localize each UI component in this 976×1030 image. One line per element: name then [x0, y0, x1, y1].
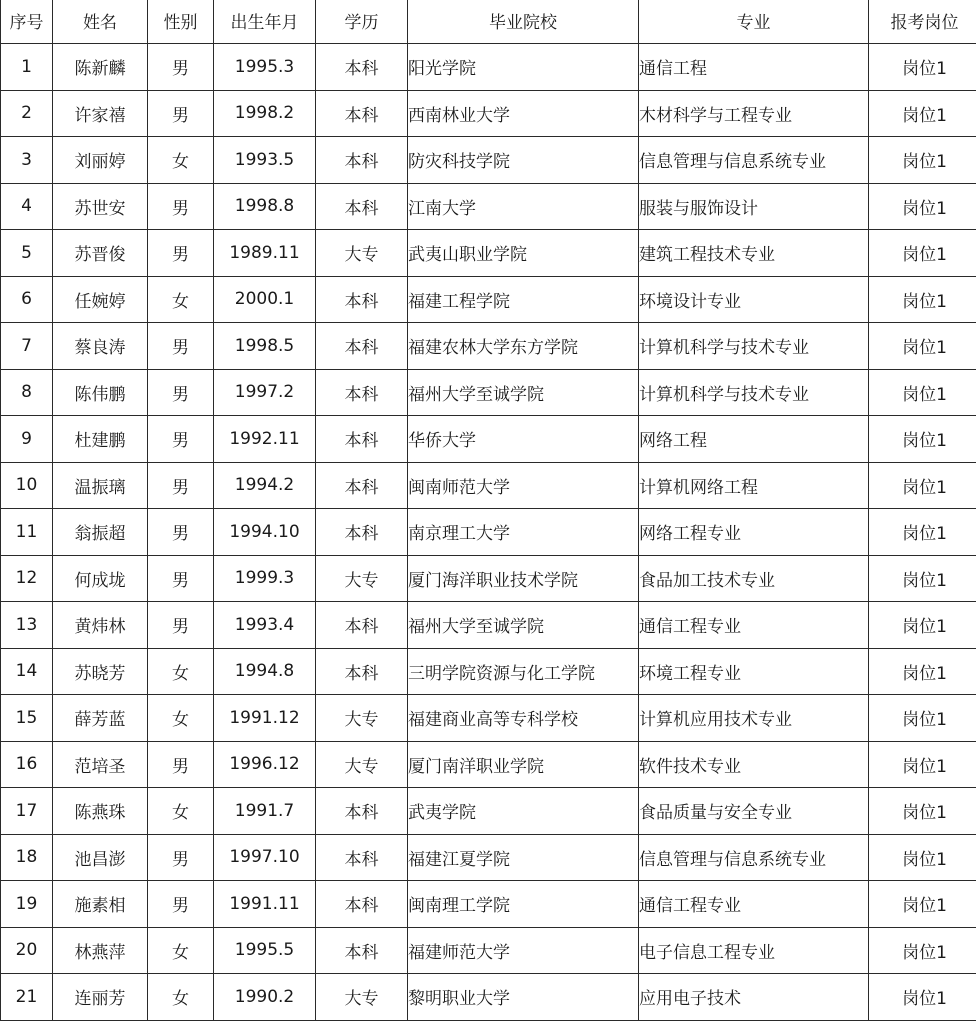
cell-major: 环境工程专业 — [639, 648, 869, 695]
cell-position: 岗位1 — [869, 555, 976, 602]
cell-school: 西南林业大学 — [408, 90, 639, 137]
cell-major: 建筑工程技术专业 — [639, 230, 869, 277]
cell-education: 本科 — [316, 648, 408, 695]
cell-education: 大专 — [316, 974, 408, 1021]
cell-position: 岗位1 — [869, 788, 976, 835]
cell-school: 福建农林大学东方学院 — [408, 323, 639, 370]
cell-gender: 女 — [148, 927, 214, 974]
table-row — [1, 695, 976, 742]
cell-education: 本科 — [316, 834, 408, 881]
cell-name: 许家禧 — [53, 90, 148, 137]
cell-education: 本科 — [316, 44, 408, 91]
cell-school: 华侨大学 — [408, 416, 639, 463]
cell-position: 岗位1 — [869, 137, 976, 184]
cell-school: 南京理工大学 — [408, 509, 639, 556]
table-row — [1, 509, 976, 556]
table-row — [1, 230, 976, 277]
cell-position: 岗位1 — [869, 416, 976, 463]
cell-school: 闽南师范大学 — [408, 462, 639, 509]
cell-position: 岗位1 — [869, 974, 976, 1021]
cell-education: 大专 — [316, 741, 408, 788]
cell-gender: 男 — [148, 602, 214, 649]
cell-school: 闽南理工学院 — [408, 881, 639, 928]
cell-position: 岗位1 — [869, 369, 976, 416]
cell-birth: 1997.10 — [214, 834, 316, 881]
cell-major: 食品加工技术专业 — [639, 555, 869, 602]
cell-education: 本科 — [316, 602, 408, 649]
cell-position: 岗位1 — [869, 183, 976, 230]
cell-education: 本科 — [316, 323, 408, 370]
table-row — [1, 741, 976, 788]
cell-name: 苏晓芳 — [53, 648, 148, 695]
cell-birth: 1999.3 — [214, 555, 316, 602]
cell-seq: 14 — [1, 648, 53, 695]
cell-name: 蔡良涛 — [53, 323, 148, 370]
cell-name: 黄炜林 — [53, 602, 148, 649]
cell-seq: 8 — [1, 369, 53, 416]
cell-gender: 男 — [148, 44, 214, 91]
cell-school: 福州大学至诚学院 — [408, 369, 639, 416]
cell-school: 阳光学院 — [408, 44, 639, 91]
cell-gender: 男 — [148, 369, 214, 416]
table-row — [1, 788, 976, 835]
cell-position: 岗位1 — [869, 741, 976, 788]
cell-major: 木材科学与工程专业 — [639, 90, 869, 137]
cell-gender: 女 — [148, 648, 214, 695]
cell-birth: 1998.2 — [214, 90, 316, 137]
cell-school: 武夷学院 — [408, 788, 639, 835]
cell-birth: 1992.11 — [214, 416, 316, 463]
table-body — [1, 44, 976, 1021]
cell-gender: 女 — [148, 137, 214, 184]
column-header-school: 毕业院校 — [408, 0, 639, 44]
cell-seq: 11 — [1, 509, 53, 556]
header-row — [1, 0, 976, 44]
cell-gender: 女 — [148, 974, 214, 1021]
cell-birth: 1994.10 — [214, 509, 316, 556]
cell-education: 本科 — [316, 137, 408, 184]
cell-major: 服装与服饰设计 — [639, 183, 869, 230]
cell-major: 网络工程 — [639, 416, 869, 463]
table-header — [1, 0, 976, 44]
cell-position: 岗位1 — [869, 927, 976, 974]
cell-major: 计算机应用技术专业 — [639, 695, 869, 742]
cell-birth: 1996.12 — [214, 741, 316, 788]
cell-education: 本科 — [316, 927, 408, 974]
cell-name: 池昌澎 — [53, 834, 148, 881]
cell-birth: 1998.5 — [214, 323, 316, 370]
column-header-birth: 出生年月 — [214, 0, 316, 44]
cell-name: 薛芳蓝 — [53, 695, 148, 742]
cell-name: 陈燕珠 — [53, 788, 148, 835]
cell-school: 厦门南洋职业学院 — [408, 741, 639, 788]
cell-gender: 男 — [148, 881, 214, 928]
cell-position: 岗位1 — [869, 695, 976, 742]
cell-seq: 6 — [1, 276, 53, 323]
cell-school: 黎明职业大学 — [408, 974, 639, 1021]
cell-position: 岗位1 — [869, 881, 976, 928]
cell-seq: 5 — [1, 230, 53, 277]
cell-school: 福建工程学院 — [408, 276, 639, 323]
table-row — [1, 369, 976, 416]
cell-school: 江南大学 — [408, 183, 639, 230]
cell-birth: 1991.12 — [214, 695, 316, 742]
cell-gender: 男 — [148, 416, 214, 463]
cell-school: 防灾科技学院 — [408, 137, 639, 184]
cell-name: 刘丽婷 — [53, 137, 148, 184]
cell-seq: 17 — [1, 788, 53, 835]
cell-major: 信息管理与信息系统专业 — [639, 834, 869, 881]
cell-seq: 1 — [1, 44, 53, 91]
cell-major: 通信工程专业 — [639, 881, 869, 928]
table-row — [1, 834, 976, 881]
cell-name: 杜建鹏 — [53, 416, 148, 463]
cell-birth: 2000.1 — [214, 276, 316, 323]
cell-birth: 1993.5 — [214, 137, 316, 184]
cell-name: 林燕萍 — [53, 927, 148, 974]
table-row — [1, 416, 976, 463]
cell-education: 本科 — [316, 369, 408, 416]
cell-name: 何成垅 — [53, 555, 148, 602]
cell-education: 本科 — [316, 788, 408, 835]
cell-school: 三明学院资源与化工学院 — [408, 648, 639, 695]
cell-seq: 4 — [1, 183, 53, 230]
cell-seq: 13 — [1, 602, 53, 649]
cell-school: 福州大学至诚学院 — [408, 602, 639, 649]
table-row — [1, 927, 976, 974]
cell-position: 岗位1 — [869, 834, 976, 881]
column-header-gender: 性别 — [148, 0, 214, 44]
table-row — [1, 137, 976, 184]
cell-seq: 21 — [1, 974, 53, 1021]
cell-gender: 男 — [148, 230, 214, 277]
cell-birth: 1994.2 — [214, 462, 316, 509]
cell-position: 岗位1 — [869, 90, 976, 137]
cell-name: 范培圣 — [53, 741, 148, 788]
cell-birth: 1989.11 — [214, 230, 316, 277]
cell-name: 苏晋俊 — [53, 230, 148, 277]
cell-seq: 12 — [1, 555, 53, 602]
table-row — [1, 974, 976, 1021]
cell-gender: 男 — [148, 509, 214, 556]
table-row — [1, 323, 976, 370]
cell-birth: 1997.2 — [214, 369, 316, 416]
cell-major: 电子信息工程专业 — [639, 927, 869, 974]
cell-school: 武夷山职业学院 — [408, 230, 639, 277]
table-row — [1, 276, 976, 323]
cell-name: 任婉婷 — [53, 276, 148, 323]
cell-name: 陈新麟 — [53, 44, 148, 91]
table-row — [1, 648, 976, 695]
column-header-education: 学历 — [316, 0, 408, 44]
cell-name: 施素相 — [53, 881, 148, 928]
cell-school: 厦门海洋职业技术学院 — [408, 555, 639, 602]
cell-major: 计算机网络工程 — [639, 462, 869, 509]
cell-seq: 16 — [1, 741, 53, 788]
cell-major: 通信工程 — [639, 44, 869, 91]
cell-education: 本科 — [316, 183, 408, 230]
cell-education: 本科 — [316, 509, 408, 556]
cell-birth: 1994.8 — [214, 648, 316, 695]
cell-education: 大专 — [316, 695, 408, 742]
cell-name: 陈伟鹏 — [53, 369, 148, 416]
cell-major: 信息管理与信息系统专业 — [639, 137, 869, 184]
table-row — [1, 555, 976, 602]
cell-education: 本科 — [316, 462, 408, 509]
cell-birth: 1993.4 — [214, 602, 316, 649]
cell-gender: 女 — [148, 276, 214, 323]
column-header-position: 报考岗位 — [869, 0, 976, 44]
cell-gender: 男 — [148, 462, 214, 509]
cell-education: 大专 — [316, 230, 408, 277]
cell-major: 网络工程专业 — [639, 509, 869, 556]
cell-seq: 15 — [1, 695, 53, 742]
cell-position: 岗位1 — [869, 648, 976, 695]
cell-birth: 1998.8 — [214, 183, 316, 230]
cell-position: 岗位1 — [869, 230, 976, 277]
cell-gender: 男 — [148, 90, 214, 137]
cell-education: 本科 — [316, 416, 408, 463]
table-row — [1, 881, 976, 928]
column-header-major: 专业 — [639, 0, 869, 44]
cell-birth: 1995.3 — [214, 44, 316, 91]
table-row — [1, 44, 976, 91]
cell-birth: 1991.11 — [214, 881, 316, 928]
cell-major: 计算机科学与技术专业 — [639, 369, 869, 416]
cell-major: 计算机科学与技术专业 — [639, 323, 869, 370]
table-row — [1, 462, 976, 509]
cell-position: 岗位1 — [869, 462, 976, 509]
cell-school: 福建师范大学 — [408, 927, 639, 974]
cell-major: 通信工程专业 — [639, 602, 869, 649]
cell-name: 翁振超 — [53, 509, 148, 556]
cell-major: 环境设计专业 — [639, 276, 869, 323]
cell-gender: 女 — [148, 788, 214, 835]
cell-position: 岗位1 — [869, 602, 976, 649]
cell-gender: 男 — [148, 555, 214, 602]
table-row — [1, 602, 976, 649]
cell-gender: 男 — [148, 323, 214, 370]
cell-birth: 1990.2 — [214, 974, 316, 1021]
cell-major: 食品质量与安全专业 — [639, 788, 869, 835]
cell-seq: 9 — [1, 416, 53, 463]
cell-name: 连丽芳 — [53, 974, 148, 1021]
cell-seq: 2 — [1, 90, 53, 137]
column-header-name: 姓名 — [53, 0, 148, 44]
cell-gender: 男 — [148, 834, 214, 881]
cell-position: 岗位1 — [869, 509, 976, 556]
cell-birth: 1995.5 — [214, 927, 316, 974]
cell-education: 大专 — [316, 555, 408, 602]
cell-school: 福建商业高等专科学校 — [408, 695, 639, 742]
cell-name: 苏世安 — [53, 183, 148, 230]
cell-education: 本科 — [316, 881, 408, 928]
cell-gender: 女 — [148, 695, 214, 742]
cell-position: 岗位1 — [869, 276, 976, 323]
cell-education: 本科 — [316, 90, 408, 137]
cell-education: 本科 — [316, 276, 408, 323]
cell-seq: 3 — [1, 137, 53, 184]
cell-seq: 18 — [1, 834, 53, 881]
cell-position: 岗位1 — [869, 44, 976, 91]
cell-school: 福建江夏学院 — [408, 834, 639, 881]
cell-major: 应用电子技术 — [639, 974, 869, 1021]
table-row — [1, 90, 976, 137]
cell-name: 温振璃 — [53, 462, 148, 509]
table-row — [1, 183, 976, 230]
cell-seq: 20 — [1, 927, 53, 974]
cell-gender: 男 — [148, 741, 214, 788]
cell-birth: 1991.7 — [214, 788, 316, 835]
cell-seq: 10 — [1, 462, 53, 509]
cell-major: 软件技术专业 — [639, 741, 869, 788]
cell-position: 岗位1 — [869, 323, 976, 370]
cell-seq: 7 — [1, 323, 53, 370]
cell-seq: 19 — [1, 881, 53, 928]
cell-gender: 男 — [148, 183, 214, 230]
column-header-seq: 序号 — [1, 0, 53, 44]
